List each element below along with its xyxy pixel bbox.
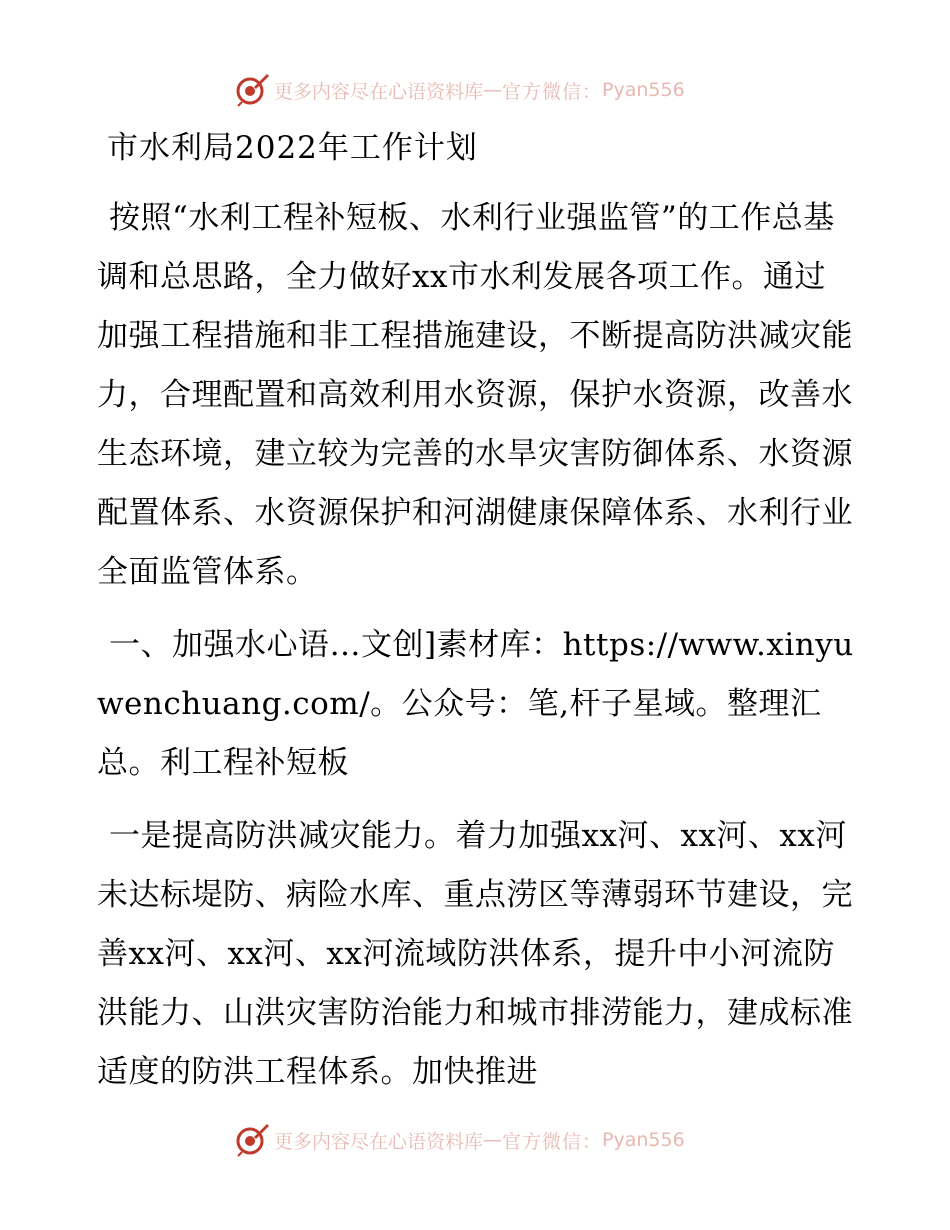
paragraph-flood-control: 一是提高防洪减灾能力。着力加强xx河、xx河、xx河未达标堤防、病险水库、重点涝区等薄弱环节建设，完善xx河、xx河、xx河流域防洪体系，提升中小河流防洪能力、山洪灾害防治能力和城市排涝能力，建成标准适度的防洪工程体系。加快推进 [97, 818, 853, 1090]
pen-logo-icon [234, 1122, 270, 1158]
paragraph-intro: 按照“水利工程补短板、水利行业强监管”的工作总基调和总思路，全力做好xx市水利发展各项工作。通过加强工程措施和非工程措施建设，不断提高防洪减灾能力，合理配置和高效利用水资源，保护水资源，改善水生态环境，建立较为完善的水旱灾害防御体系、水资源配置体系、水资源保护和河湖健康保障体系、水利行业全面监管体系。 [97, 200, 853, 590]
watermark-id: Pyan556 [602, 79, 685, 101]
watermark-dash: — [483, 1129, 503, 1151]
paragraph-section-heading: 一、加强水心语…文创]素材库：https://www.xinyuwenchuang.com/。公众号：笔,杆子星域。整理汇总。利工程补短板 [97, 627, 854, 781]
document-body [97, 122, 857, 1102]
document-title: 市水利局2022年工作计划 [107, 130, 478, 166]
watermark-label: 官方微信： [502, 1130, 603, 1153]
watermark-id: Pyan556 [602, 1129, 685, 1151]
watermark-label: 官方微信： [502, 80, 603, 103]
watermark-dash: — [483, 79, 503, 101]
header-watermark [234, 72, 685, 108]
watermark-text: 更多内容尽在心语资料库 [274, 1130, 484, 1153]
footer-watermark [234, 1122, 685, 1158]
watermark-text: 更多内容尽在心语资料库 [274, 80, 484, 103]
pen-logo-icon [234, 72, 270, 108]
